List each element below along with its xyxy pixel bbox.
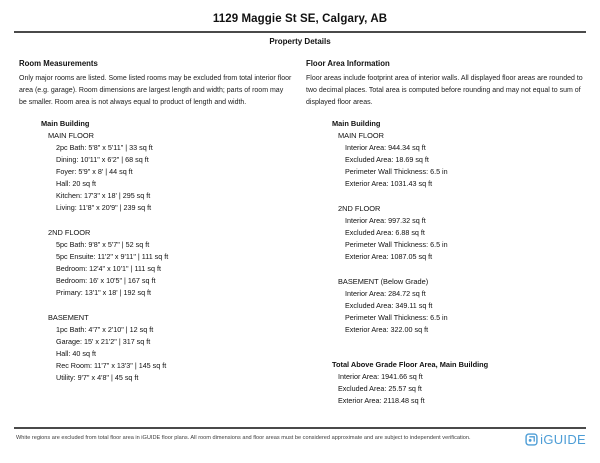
header-divider <box>14 31 586 33</box>
floor-name: 2ND FLOOR <box>338 204 381 213</box>
floor-item: Foyer: 5'9" x 8' | 44 sq ft <box>56 167 133 176</box>
footer-disclaimer: White regions are excluded from total floor area in iGUIDE floor plans. All room dimensions and floor areas must be considered approximate and are subject to independent verification. <box>16 435 471 441</box>
total-item: Exterior Area: 2118.48 sq ft <box>338 396 425 405</box>
floor-item: Perimeter Wall Thickness: 6.5 in <box>345 313 448 322</box>
total-item: Interior Area: 1941.66 sq ft <box>338 372 423 381</box>
floor-item: Rec Room: 11'7" x 13'3" | 145 sq ft <box>56 361 167 370</box>
floor-area-section <box>300 59 600 407</box>
floor-item: Bedroom: 12'4" x 10'1" | 111 sq ft <box>56 264 161 273</box>
floor-name: BASEMENT (Below Grade) <box>338 277 429 286</box>
floor-item: Dining: 10'11" x 6'2" | 68 sq ft <box>56 155 149 164</box>
floor-item: Excluded Area: 18.69 sq ft <box>345 155 429 164</box>
floor-item: Exterior Area: 1087.05 sq ft <box>345 252 433 261</box>
page-title: 1129 Maggie St SE, Calgary, AB <box>212 13 388 25</box>
total-above-grade-heading: Total Above Grade Floor Area, Main Building <box>332 360 489 369</box>
iguide-logo <box>525 432 586 447</box>
total-above-grade-block <box>332 359 586 407</box>
iguide-logo-text: iGUIDE <box>540 432 586 447</box>
floor-item: Hall: 40 sq ft <box>56 349 96 358</box>
floor-item: Garage: 15' x 21'2" | 317 sq ft <box>56 337 151 346</box>
floor-name: BASEMENT <box>48 313 89 322</box>
floor-item: Bedroom: 16' x 10'5" | 167 sq ft <box>56 276 156 285</box>
room-measurements-section <box>0 59 300 407</box>
floor-item: Interior Area: 997.32 sq ft <box>345 216 426 225</box>
room-measurements-heading: Room Measurements <box>19 59 98 68</box>
floor-name: MAIN FLOOR <box>338 131 384 140</box>
floor-item: Excluded Area: 6.88 sq ft <box>345 228 425 237</box>
content-columns <box>0 59 600 407</box>
floor-item: Excluded Area: 349.11 sq ft <box>345 301 433 310</box>
floor-item: Exterior Area: 322.00 sq ft <box>345 325 429 334</box>
floor-block <box>338 276 586 336</box>
room-measurements-description: Only major rooms are listed. Some listed rooms may be excluded from total interior floor area (e.g. garage). Room dimensions are largest length and width; parts of room may be smaller. Room area is not always equal to product of length and width. <box>19 75 292 106</box>
page-footer <box>0 427 600 447</box>
page-subtitle: Property Details <box>269 37 331 46</box>
floor-area-floors <box>306 130 586 336</box>
floor-item: Living: 11'8" x 20'9" | 239 sq ft <box>56 203 152 212</box>
floor-block <box>338 203 586 263</box>
floor-item: 1pc Bath: 4'7" x 2'10" | 12 sq ft <box>56 325 154 334</box>
room-measurements-floors <box>19 130 292 384</box>
iguide-logo-icon <box>525 433 538 446</box>
floor-item: Perimeter Wall Thickness: 6.5 in <box>345 240 448 249</box>
floor-item: Exterior Area: 1031.43 sq ft <box>345 179 433 188</box>
total-above-grade-entries <box>332 371 586 407</box>
floor-item: Perimeter Wall Thickness: 6.5 in <box>345 167 448 176</box>
floor-area-description: Floor areas include footprint area of interior walls. All displayed floor areas are rounded to two decimal places. Total area is computed before rounding and may not equal to sum of displayed floor areas. <box>306 75 583 106</box>
floor-name: MAIN FLOOR <box>48 131 94 140</box>
floor-item: Kitchen: 17'3" x 18' | 295 sq ft <box>56 191 151 200</box>
floor-item: 2pc Bath: 5'8" x 5'11" | 33 sq ft <box>56 143 153 152</box>
floor-item: 5pc Ensuite: 11'2" x 9'11" | 111 sq ft <box>56 252 169 261</box>
floor-block <box>48 227 292 299</box>
building-heading: Main Building <box>332 119 381 128</box>
floor-area-heading: Floor Area Information <box>306 59 390 68</box>
total-item: Excluded Area: 25.57 sq ft <box>338 384 422 393</box>
floor-item: 5pc Bath: 9'8" x 5'7" | 52 sq ft <box>56 240 150 249</box>
floor-item: Primary: 13'1" x 18' | 192 sq ft <box>56 288 152 297</box>
floor-block <box>48 130 292 214</box>
floor-item: Hall: 20 sq ft <box>56 179 96 188</box>
floor-block <box>338 130 586 190</box>
floor-item: Interior Area: 284.72 sq ft <box>345 289 426 298</box>
floor-block <box>48 312 292 384</box>
floor-item: Interior Area: 944.34 sq ft <box>345 143 426 152</box>
building-heading: Main Building <box>41 119 90 128</box>
floor-item: Utility: 9'7" x 4'8" | 45 sq ft <box>56 373 139 382</box>
floor-name: 2ND FLOOR <box>48 228 91 237</box>
